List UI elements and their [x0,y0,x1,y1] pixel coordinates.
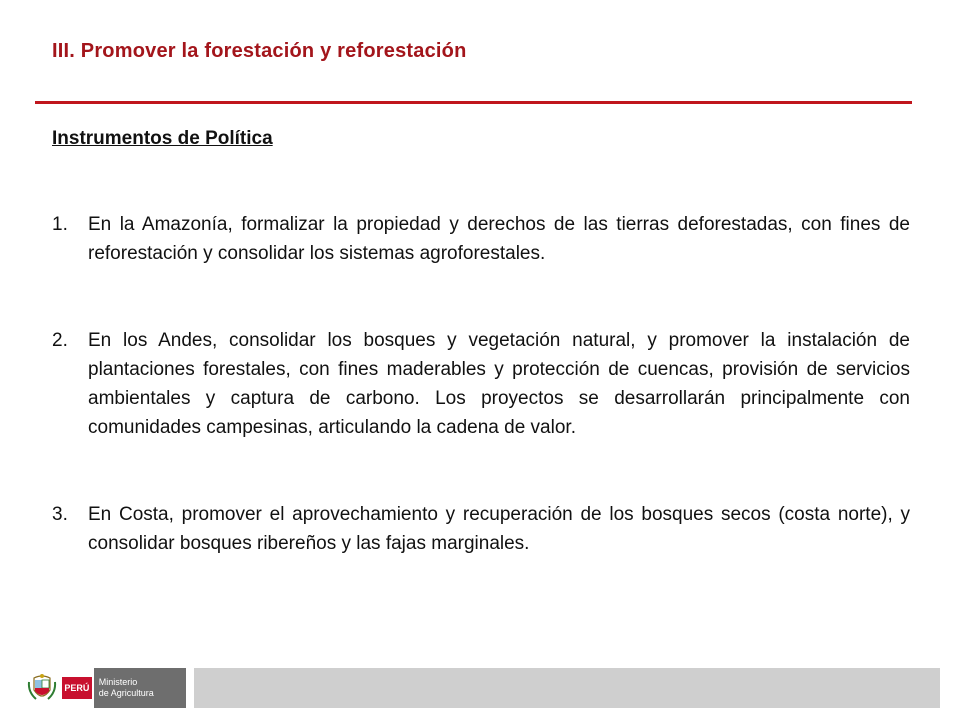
ministry-line-2: de Agricultura [98,688,154,698]
slide-title: III. Promover la forestación y reforestación [52,40,467,62]
item-number: 1. [52,214,68,235]
item-number: 2. [52,330,68,351]
item-text: En los Andes, consolidar los bosques y vegetación natural, y promover la instalación de plantaciones forestales, con fines maderables y protección de cuencas, provisión de servicios ambientales y captura de carbono. Los proyectos se desarrollarán principalmente con comunidades campesinas, articulando la cadena de valor. [88,330,910,438]
policy-list [52,210,910,558]
peru-badge: PERÚ [62,677,92,699]
footer-bar [0,668,960,708]
list-item [52,210,910,268]
ministry-logo [58,668,186,708]
footer-gray-band [194,668,940,708]
item-number: 3. [52,504,68,525]
item-text: En la Amazonía, formalizar la propiedad y derechos de las tierras deforestadas, con fines de reforestación y consolidar los sistemas agroforestales. [88,214,910,264]
item-text: En Costa, promover el aprovechamiento y recuperación de los bosques secos (costa norte), y consolidar bosques ribereños y las fajas marginales. [88,504,910,554]
section-subtitle: Instrumentos de Política [52,128,273,149]
coat-of-arms-icon [26,672,58,704]
list-item [52,326,910,442]
ministry-name [94,668,186,708]
ministry-line-1: Ministerio [98,677,138,687]
title-rule [35,101,912,104]
list-item [52,500,910,558]
